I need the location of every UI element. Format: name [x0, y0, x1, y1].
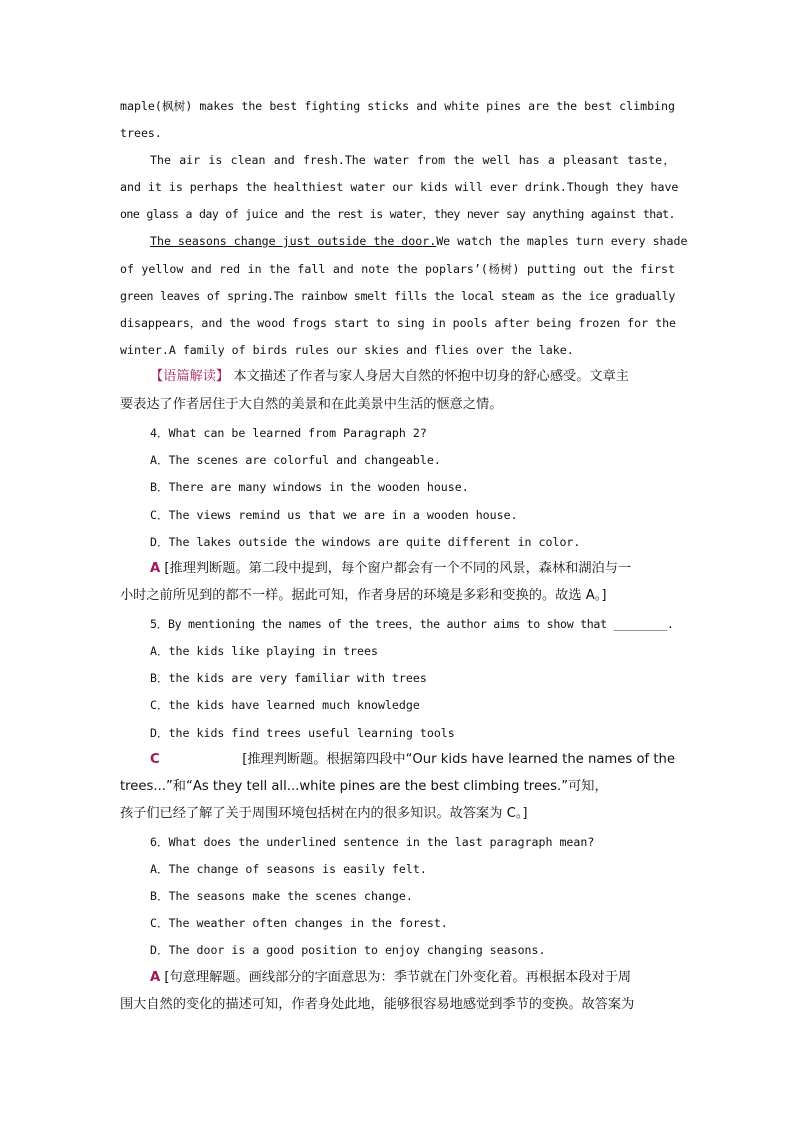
- question-stem: 5．By mentioning the names of the trees，the author aims to show that ________.: [150, 617, 674, 631]
- explanation-text: [句意理解题。画线部分的字面意思为：季节就在门外变化着。再根据本段对于周: [160, 970, 632, 985]
- option-c: C．the kids have learned much knowledge: [150, 698, 420, 712]
- explanation-line: 孩子们已经了解了关于周围环境包括树在内的很多知识。故答案为 C。]: [120, 806, 528, 821]
- option-b: B．the kids are very familiar with trees: [150, 671, 427, 685]
- option-d: D．the kids find trees useful learning tools: [150, 726, 455, 740]
- explanation-text: [推理判断题。根据第四段中“Our kids have learned the names of the: [242, 752, 675, 767]
- passage-line: trees.: [120, 126, 162, 140]
- passage-line: winter.A family of birds rules our skies and flies over the lake.: [120, 343, 574, 357]
- option-c: C．The weather often changes in the forest.: [150, 916, 448, 930]
- analysis-line: [150, 369, 675, 385]
- passage-line: The air is clean and fresh.The water from the well has a pleasant taste，: [150, 153, 675, 167]
- option-a: A．the kids like playing in trees: [150, 644, 378, 658]
- option-a: A．The scenes are colorful and changeable.: [150, 453, 441, 467]
- explanation-line: [150, 970, 675, 986]
- passage-line: of yellow and red in the fall and note the poplars’(杨树) putting out the first: [120, 262, 675, 276]
- option-c: C．The views remind us that we are in a wooden house.: [150, 508, 518, 522]
- answer-letter: A: [150, 561, 161, 576]
- explanation-text: [推理判断题。第二段中提到，每个窗户都会有一个不同的风景，森林和湖泊与一: [160, 561, 632, 576]
- question-stem: 4．What can be learned from Paragraph 2?: [150, 426, 427, 440]
- explanation-line: [150, 752, 675, 768]
- option-a: A．The change of seasons is easily felt.: [150, 862, 427, 876]
- explanation-line: trees...”和“As they tell all...white pines are the best climbing trees.”可知，: [120, 779, 608, 794]
- passage-text: We watch the maples turn every shade: [436, 234, 688, 248]
- analysis-text: 本文描述了作者与家人身居大自然的怀抱中切身的舒心感受。文章主: [229, 369, 629, 384]
- analysis-line: 要表达了作者居住于大自然的美景和在此美景中生活的惬意之情。: [120, 397, 503, 412]
- option-d: D．The door is a good position to enjoy changing seasons.: [150, 943, 546, 957]
- passage-line: maple(枫树) makes the best fighting sticks and white pines are the best climbing: [120, 99, 675, 113]
- analysis-tag: 【语篇解读】: [150, 369, 230, 384]
- passage-line: and it is perhaps the healthiest water our kids will ever drink.Though they have: [120, 180, 679, 194]
- option-d: D．The lakes outside the windows are quite different in color.: [150, 535, 581, 549]
- answer-letter: C: [150, 752, 160, 767]
- explanation-line: 围大自然的变化的描述可知，作者身处此地，能够很容易地感觉到季节的变换。故答案为: [120, 997, 635, 1012]
- explanation-line: 小时之前所见到的都不一样。据此可知，作者身居的环境是多彩和变换的。故选 A。]: [120, 588, 607, 603]
- passage-line: one glass a day of juice and the rest is water，they never say anything against that.: [120, 207, 675, 221]
- passage-line: green leaves of spring.The rainbow smelt fills the local steam as the ice gradually: [120, 289, 675, 303]
- underlined-sentence: The seasons change just outside the door.: [150, 234, 437, 248]
- option-b: B．There are many windows in the wooden house.: [150, 480, 469, 494]
- passage-line: [150, 233, 688, 249]
- explanation-line: [150, 561, 675, 577]
- question-stem: 6．What does the underlined sentence in the last paragraph mean?: [150, 835, 595, 849]
- option-b: B．The seasons make the scenes change.: [150, 889, 413, 903]
- passage-line: disappears，and the wood frogs start to sing in pools after being frozen for the: [120, 316, 677, 330]
- answer-letter: A: [150, 970, 161, 985]
